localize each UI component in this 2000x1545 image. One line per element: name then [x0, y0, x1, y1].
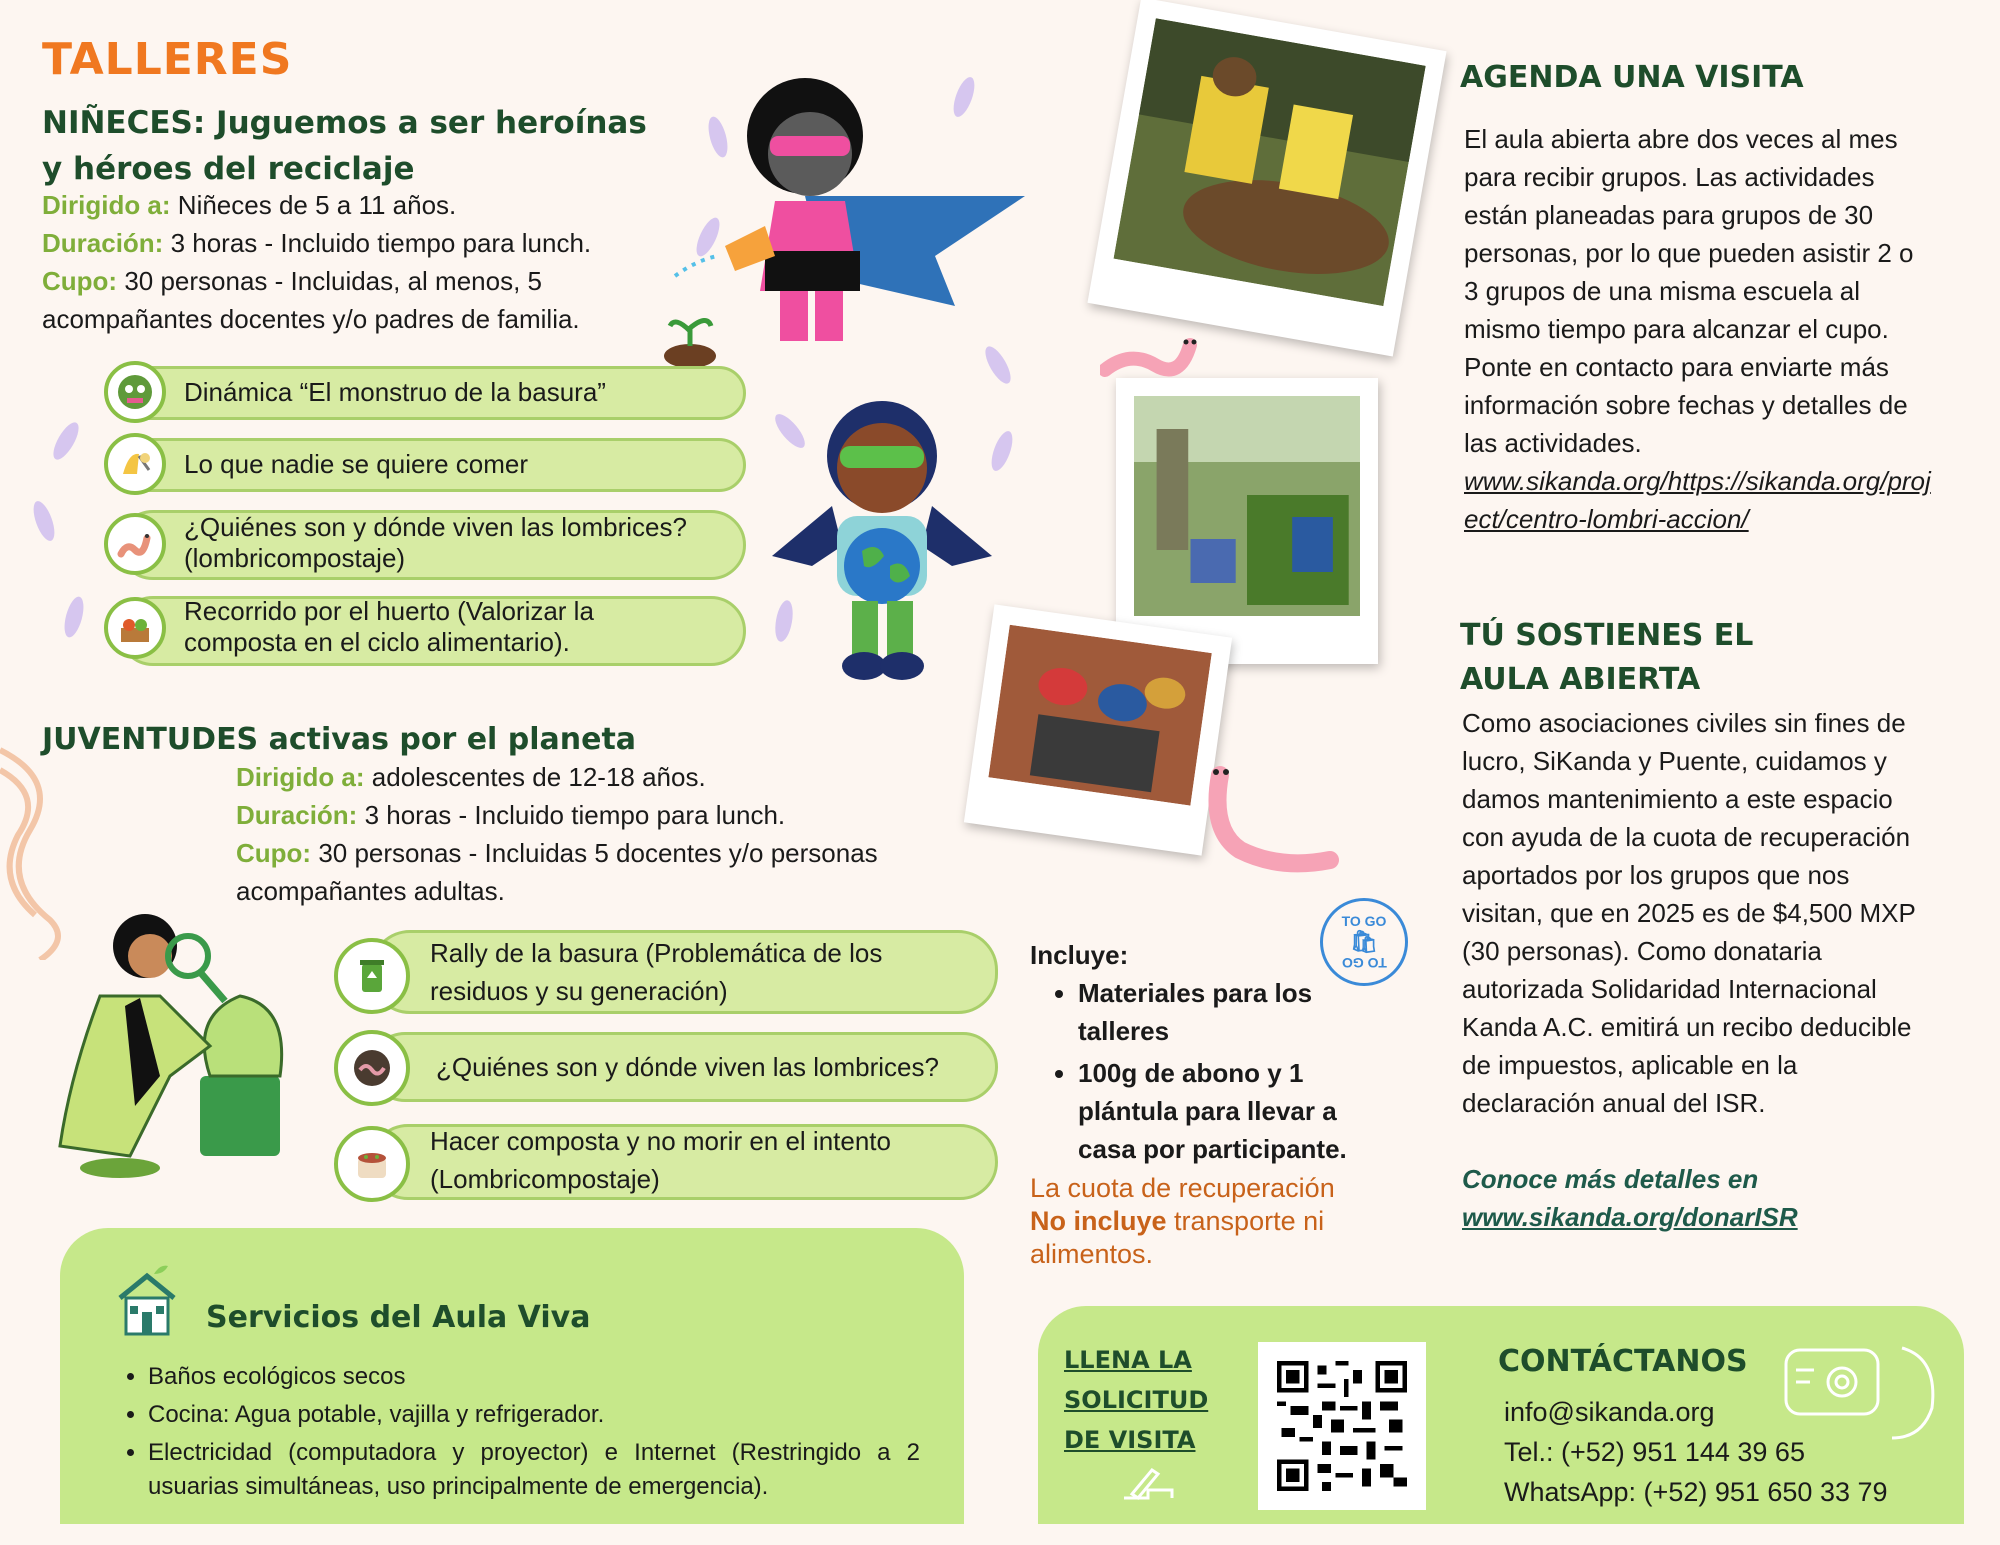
to-go-badge-text-top: TO GO [1341, 913, 1387, 929]
ninos-title [42, 100, 682, 192]
photo-image-icon [988, 625, 1211, 806]
ninos-activity-4-line1: Recorrido por el huerto (Valorizar la [184, 596, 594, 626]
juventudes-activity-2-text: ¿Quiénes son y dónde viven las lombrices? [436, 1052, 939, 1082]
leaf-decoration-icon [61, 595, 87, 640]
sostienes-title-line2: AULA ABIERTA [1460, 662, 1701, 697]
sostienes-text [1462, 704, 1932, 1236]
ninos-cupo-value-2: acompañantes docentes y/o padres de familia. [42, 304, 580, 334]
worm-icon [104, 513, 166, 575]
to-go-badge-text-bottom: TO GO [1341, 955, 1387, 971]
contact-whatsapp: WhatsApp: (+52) 951 650 33 79 [1504, 1477, 1888, 1507]
incluye-item: • 100g de abono y 1 plántula para llevar a casa por participante. [1078, 1054, 1400, 1168]
servicios-list [100, 1360, 920, 1508]
ninos-activity-3-line2: (lombricompostaje) [184, 543, 406, 573]
sostienes-conoce: Conoce más detalles en [1462, 1164, 1759, 1194]
ninos-activity-3-line1: ¿Quiénes son y dónde viven las lombrices? [184, 512, 687, 542]
juventudes-duracion-value: 3 horas - Incluido tiempo para lunch. [357, 800, 786, 830]
juventudes-duracion-label: Duración: [236, 800, 358, 830]
photo-children-composting [1087, 0, 1446, 357]
sostienes-title-line1: TÚ SOSTIENES EL [1460, 618, 1754, 653]
eco-house-icon [116, 1262, 178, 1338]
donar-isr-link[interactable]: www.sikanda.org/donarISR [1462, 1202, 1798, 1232]
qr-code[interactable] [1258, 1342, 1426, 1510]
juventudes-activity-3-line2: (Lombricompostaje) [430, 1164, 660, 1194]
superhero-boy-globe-illustration-icon [772, 396, 992, 696]
monster-icon [104, 361, 166, 423]
solicitud-link[interactable] [1064, 1340, 1208, 1460]
ninos-activity-4-text [184, 596, 594, 658]
ninos-cupo-value: 30 personas - Incluidas, al menos, 5 [117, 266, 542, 296]
worm-soil-icon [334, 1030, 410, 1106]
contact-email-link[interactable]: info@sikanda.org [1504, 1397, 1715, 1427]
juventudes-dirigido-value: adolescentes de 12-18 años. [364, 762, 706, 792]
ninos-details [42, 186, 682, 338]
leaf-decoration-icon [49, 419, 84, 463]
agenda-paragraph: El aula abierta abre dos veces al mes para recibir grupos. Las actividades están planeadas para grupos de 30 personas, por lo que pueden asistir 2 o 3 grupos de una misma escuela al mismo tiempo para alcanzar el cupo. [1464, 124, 1914, 344]
ninos-title-line2: y héroes del reciclaje [42, 151, 415, 187]
compost-bin-icon [334, 1126, 410, 1202]
juventudes-activity-1-line1: Rally de la basura (Problemática de los [430, 938, 883, 968]
juventudes-activity-1-text [430, 934, 882, 1010]
recycling-bin-icon [334, 938, 410, 1014]
agenda-paragraph-2: Ponte en contacto para enviarte más información sobre fechas y detalles de las actividades. [1464, 352, 1908, 458]
juventudes-dirigido-label: Dirigido a: [236, 762, 365, 792]
solicitud-line1: LLENA LA [1064, 1346, 1192, 1374]
pink-worm-icon [1190, 760, 1340, 880]
ninos-duracion-label: Duración: [42, 228, 164, 258]
servicios-title: Servicios del Aula Viva [206, 1300, 591, 1335]
talleres-title: TALLERES [42, 34, 293, 85]
hand-writing-icon [1118, 1464, 1178, 1504]
juventudes-cupo-value: 30 personas - Incluidas 5 docentes y/o personas [311, 838, 878, 868]
photo-image-icon [1114, 18, 1426, 306]
contacto-details [1504, 1392, 1888, 1512]
pink-worm-icon [1100, 330, 1210, 390]
ninos-title-line1: NIÑECES: Juguemos a ser heroínas [42, 105, 647, 141]
superhero-girl-illustration-icon [655, 76, 1035, 366]
ninos-dirigido-label: Dirigido a: [42, 190, 171, 220]
photo-image-icon [1134, 396, 1360, 616]
food-scraps-icon [104, 433, 166, 495]
incluye-title: Incluye: [1030, 940, 1129, 970]
photo-garden-visit [1116, 378, 1378, 664]
contacto-title: CONTÁCTANOS [1498, 1344, 1748, 1379]
ninos-activity-1-text: Dinámica “El monstruo de la basura” [184, 377, 606, 407]
solicitud-line3: DE VISITA [1064, 1426, 1196, 1454]
bag-icon: 🛍 [1350, 929, 1378, 954]
qr-code-icon [1277, 1361, 1407, 1491]
agenda-link[interactable]: www.sikanda.org/https://sikanda.org/project/centro-lombri-accion/ [1464, 466, 1931, 534]
servicios-item: • Electricidad (computadora y proyector) e Internet (Restringido a 2 usuarias simultáneas, uso principalmente de emergencia). [148, 1436, 920, 1504]
solicitud-line2: SOLICITUD [1064, 1386, 1209, 1414]
incluye-list [1030, 974, 1400, 1168]
juventudes-activity-1-line2: residuos y su generación) [430, 976, 728, 1006]
ninos-dirigido-value: Niñeces de 5 a 11 años. [170, 190, 457, 220]
incluye-note-bold: No incluye [1030, 1206, 1167, 1236]
sostienes-title [1460, 614, 1753, 702]
ninos-cupo-label: Cupo: [42, 266, 118, 296]
incluye-note [1030, 1172, 1400, 1271]
incluye-item: • Materiales para los talleres [1078, 974, 1400, 1050]
servicios-item: • Baños ecológicos secos [148, 1360, 920, 1394]
incluye-note-line1: La cuota de recuperación [1030, 1173, 1335, 1203]
juventudes-activity-3-line1: Hacer composta y no morir en el intento [430, 1126, 891, 1156]
ninos-activity-3-text [184, 512, 687, 574]
juventudes-title: JUVENTUDES activas por el planeta [42, 722, 637, 757]
juventudes-cupo-label: Cupo: [236, 838, 312, 868]
leaf-decoration-icon [29, 499, 58, 544]
ninos-activity-2-text: Lo que nadie se quiere comer [184, 449, 529, 479]
agenda-title: AGENDA UNA VISITA [1460, 60, 1804, 95]
ninos-activity-4-line2: composta en el ciclo alimentario). [184, 627, 570, 657]
juventudes-activity-3-text [430, 1122, 891, 1198]
contact-phone: Tel.: (+52) 951 144 39 65 [1504, 1437, 1805, 1467]
ninos-duracion-value: 3 horas - Incluido tiempo para lunch. [163, 228, 592, 258]
incluye-section [1030, 936, 1400, 1271]
incluye-note-rest: transporte ni alimentos. [1030, 1206, 1325, 1269]
sostienes-paragraph: Como asociaciones civiles sin fines de lucro, SiKanda y Puente, cuidamos y damos mantenimiento a este espacio con ayuda de la cuota de recuperación aportados por los grupos que nos visitan, que en 2025 es de $4,500 MXP (30 personas). Como donataria autorizada Solidaridad Internacional Kanda A.C. emitirá un recibo deducible de impuestos, aplicable en la declaración anual del ISR. [1462, 708, 1916, 1118]
servicios-item: • Cocina: Agua potable, vajilla y refrigerador. [148, 1398, 920, 1432]
juventudes-details [236, 758, 956, 910]
vegetable-crate-icon [104, 597, 166, 659]
juventudes-cupo-value-2: acompañantes adultas. [236, 876, 505, 906]
girl-with-magnifier-illustration-icon [40, 906, 300, 1186]
agenda-text [1464, 120, 1934, 538]
